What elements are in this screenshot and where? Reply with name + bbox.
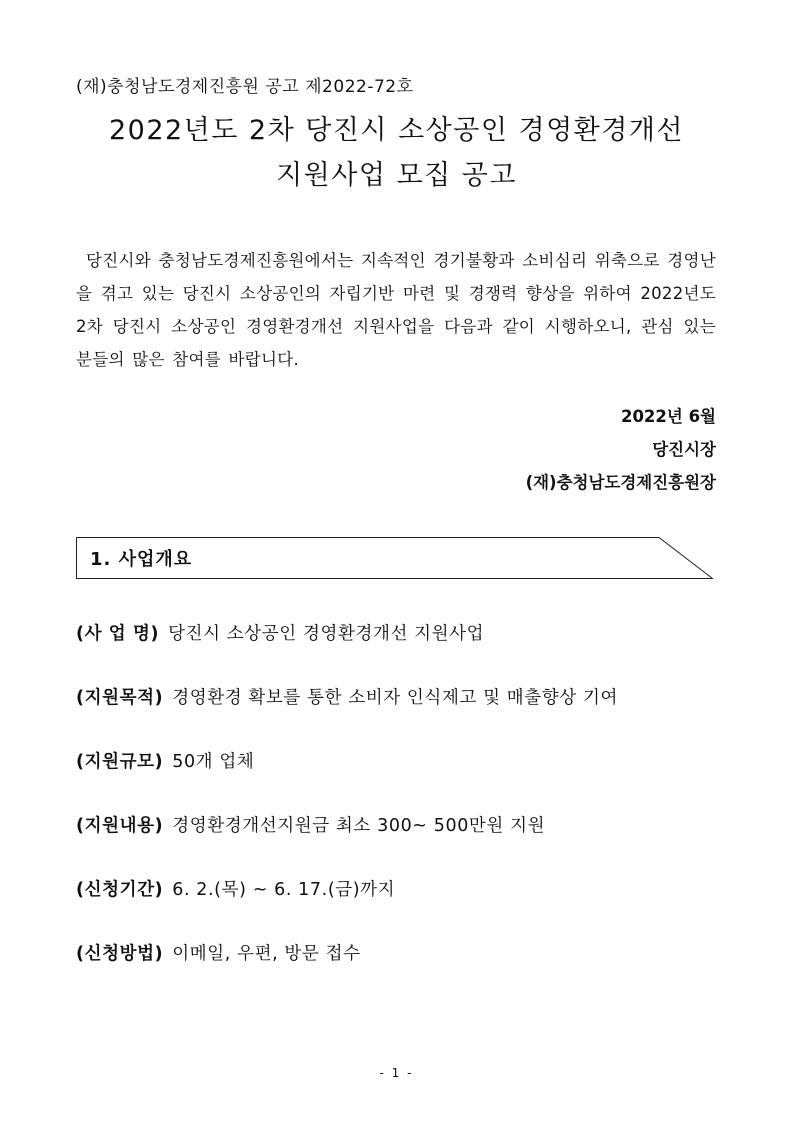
- overview-item-project-name: [76, 620, 484, 645]
- overview-item-label: (신청방법): [76, 944, 164, 964]
- overview-item-label: (사 업 명): [76, 624, 160, 644]
- overview-item-scale: [76, 748, 254, 773]
- page-number: - 1 -: [379, 1066, 414, 1080]
- overview-item-value: 경영환경 확보를 통한 소비자 인식제고 및 매출향상 기여: [172, 688, 618, 708]
- intro-paragraph: 당진시와 충청남도경제진흥원에서는 지속적인 경기불황과 소비심리 위축으로 경영난을 겪고 있는 당진시 소상공인의 자립기반 마련 및 경쟁력 향상을 위하여 2022년도 2차 당진시 소상공인 경영환경개선 지원사업을 다음과 같이 시행하오니, 관심 있는 분들의 많은 참여를 바랍니다.: [76, 251, 716, 369]
- signature-organization: (재)충청남도경제진흥원장: [525, 473, 716, 492]
- overview-item-label: (신청기간): [76, 880, 164, 900]
- overview-item-label: (지원내용): [76, 816, 164, 836]
- document-title-line-1: 2022년도 2차 당진시 소상공인 경영환경개선: [108, 115, 685, 146]
- overview-item-value: 이메일, 우편, 방문 접수: [172, 944, 361, 964]
- overview-item-value: 50개 업체: [172, 752, 255, 772]
- overview-item-method: [76, 940, 361, 965]
- signature-mayor: 당진시장: [652, 440, 716, 459]
- overview-item-label: (지원규모): [76, 752, 164, 772]
- overview-item-purpose: [76, 684, 618, 709]
- overview-item-period: [76, 876, 395, 901]
- overview-item-content: [76, 812, 545, 837]
- overview-item-label: (지원목적): [76, 688, 164, 708]
- section-heading-box: [76, 537, 713, 579]
- signature-date: 2022년 6월: [620, 407, 716, 426]
- overview-item-value: 당진시 소상공인 경영환경개선 지원사업: [168, 624, 485, 644]
- document-title-line-2: 지원사업 모집 공고: [276, 160, 517, 191]
- overview-item-value: 6. 2.(목) ~ 6. 17.(금)까지: [172, 880, 396, 900]
- overview-item-value: 경영환경개선지원금 최소 300~ 500만원 지원: [172, 816, 546, 836]
- notice-number: (재)충청남도경제진흥원 공고 제2022-72호: [76, 77, 414, 97]
- section-title: 1. 사업개요: [90, 549, 193, 570]
